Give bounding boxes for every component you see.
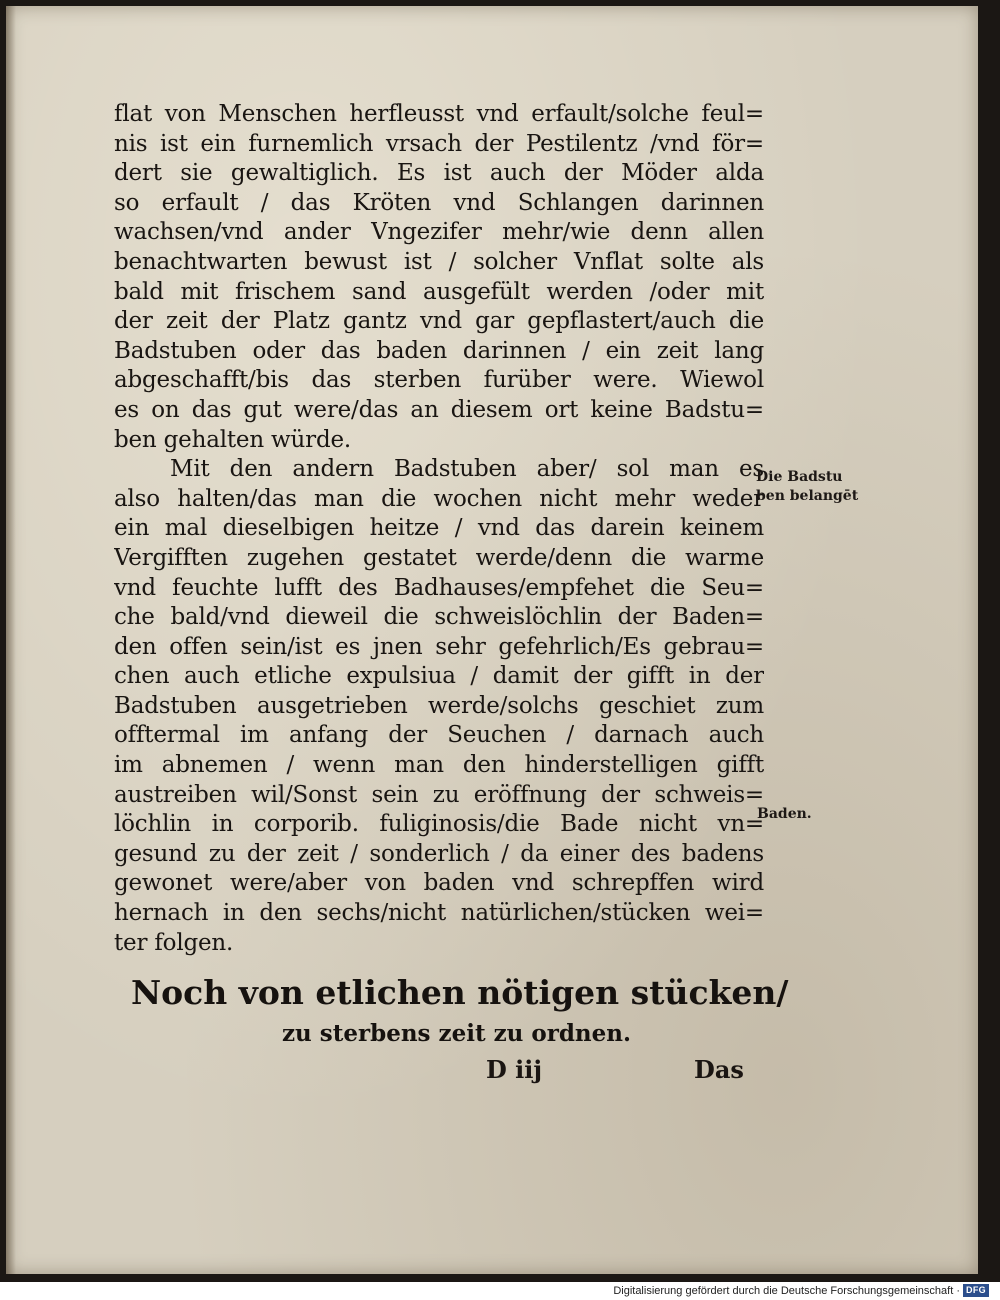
text-line: benachtwarten bewust ist / solcher Vnflat solte als: [114, 248, 764, 275]
text-line: ein mal dieselbigen heitze / vnd das darein keinem: [114, 515, 764, 542]
text-line: es on das gut were/das an diesem ort keine Badstu=: [114, 396, 764, 423]
marginal-note-baden: Baden.: [757, 806, 812, 822]
text-line: Mit den andern Badstuben aber/ sol man es: [170, 456, 764, 483]
signature-mark: D iij: [486, 1055, 543, 1084]
dfg-logo: DFG: [963, 1284, 989, 1297]
section-subheading: zu sterbens zeit zu ordnen.: [282, 1020, 631, 1047]
marginal-note-line: ben belangēt: [756, 488, 859, 504]
text-line: bald mit frischem sand ausgefült werden /oder mit: [114, 278, 764, 305]
text-line: abgeschafft/bis das sterben furüber were. Wiewol: [114, 367, 764, 394]
text-line: offtermal im anfang der Seuchen / darnach auch: [114, 722, 764, 749]
text-line: Vergifften zugehen gestatet werde/denn die warme: [114, 544, 764, 571]
funding-notice: Digitalisierung gefördert durch die Deutsche Forschungsgemeinschaft ·: [613, 1285, 960, 1297]
text-line: hernach in den sechs/nicht natürlichen/stücken wei=: [114, 900, 764, 927]
text-line: dert sie gewaltiglich. Es ist auch der Möder alda: [114, 160, 764, 187]
text-line: so erfault / das Kröten vnd Schlangen darinnen: [114, 189, 764, 216]
text-line: im abnemen / wenn man den hinderstelligen gifft: [114, 752, 764, 779]
section-heading: Noch von etlichen nötigen stücken/: [131, 973, 789, 1012]
page-edge-shadow: [6, 6, 16, 1274]
text-line: austreiben wil/Sonst sein zu eröffnung der schweis=: [114, 781, 764, 808]
text-line: löchlin in corporib. fuliginosis/die Bade nicht vn=: [114, 811, 764, 838]
text-line: flat von Menschen herfleusst vnd erfault/solche feul=: [114, 101, 764, 127]
text-line: den offen sein/ist es jnen sehr gefehrlich/Es gebrau=: [114, 633, 764, 660]
text-line: also halten/das man die wochen nicht mehr weder: [114, 485, 764, 512]
text-line: der zeit der Platz gantz vnd gar gepflastert/auch die: [114, 308, 764, 335]
text-line: che bald/vnd dieweil die schweislöchlin der Baden=: [114, 604, 764, 631]
text-line: chen auch etliche expulsiua / damit der gifft in der: [114, 663, 764, 690]
body-text: [114, 100, 764, 958]
text-line: gewonet were/aber von baden vnd schrepffen wird: [114, 870, 764, 897]
text-line: wachsen/vnd ander Vngezifer mehr/wie denn allen: [114, 219, 764, 246]
marginal-note-badstuben: [756, 468, 858, 506]
text-line: ter folgen.: [114, 929, 234, 956]
catchword: Das: [694, 1055, 744, 1084]
text-line: gesund zu der zeit / sonderlich / da einer des badens: [114, 840, 764, 867]
text-line: nis ist ein furnemlich vrsach der Pestilentz /vnd för=: [114, 130, 764, 157]
text-line: Badstuben ausgetrieben werde/solchs geschiet zum: [114, 692, 764, 719]
text-line: vnd feuchte lufft des Badhauses/empfehet die Seu=: [114, 574, 764, 601]
marginal-note-line: Die Badstu: [756, 469, 843, 485]
text-line: Badstuben oder das baden darinnen / ein zeit lang: [114, 337, 764, 364]
text-line: ben gehalten würde.: [114, 426, 351, 453]
